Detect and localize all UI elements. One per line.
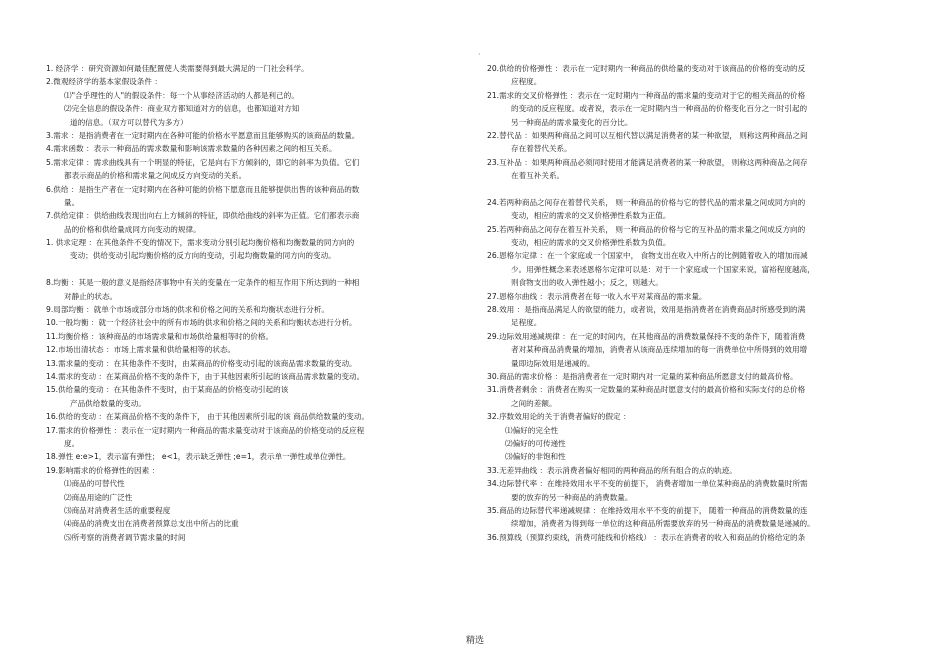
text-line: ⑵商品用途的广泛性: [64, 492, 133, 502]
text-line: 在着互补关系。: [511, 171, 565, 181]
text-line: 20.供给的价格弹性 ：表示在一定时期内一种商品的供给量的变动对于该商品的价格的变动的反: [487, 64, 806, 73]
text-line: 足程度。: [511, 318, 542, 328]
text-line: 22.替代品 ：如果两种商品之间可以互相代替以满足消费者的某一种欲望， 则称这两种商品之间: [487, 130, 808, 140]
text-line: 变动；供给变动引起均衡价格的反方向的变动，引起均衡数量的同方向的变动。: [70, 251, 336, 261]
text-line: 6.供给 ：是指生产者在一定时期内在各种可能的价格下愿意而且能够提供出售的该种商品的数: [46, 184, 360, 194]
text-line: 11.均衡价格 ：该种商品的市场需求量和市场供给量相等时的价格。: [46, 331, 274, 341]
text-line: 23.互补品 ：如果两种商品必须同时使用才能满足消费者的某一种欲望， 则称这两种商品之间存: [487, 157, 808, 167]
text-line: 9.局部均衡 ：就单个市场或部分市场的供求和价格之间的关系和均衡状态进行分析。: [46, 305, 330, 315]
text-line: 19.影响需求的价格弹性的因素 ：: [46, 465, 160, 475]
text-line: 应程度。: [511, 77, 542, 87]
text-line: 存在着替代关系。: [511, 144, 572, 154]
text-line: 16.供给的变动 ：在某商品价格不变的条件下， 由于其他因素所引起的该 商品供给数量的变动。: [46, 412, 370, 422]
text-line: 4.需求函数 ：表示一种商品的需求数量和影响该需求数量的各种因素之间的相互关系。: [46, 144, 337, 154]
text-line: ⑸所考察的消费者调节需求量的时间: [64, 532, 186, 542]
text-line: 要的放弃的另一种商品的消费数量。: [511, 492, 633, 502]
text-line: 14.需求的变动 ：在某商品价格不变的条件下，由于其他因素所引起的该商品需求数量的变动。: [46, 371, 365, 381]
text-line: 13.需求量的变动 ：在其他条件不变时，由某商品的价格变动引起的该商品需求数量的变动。: [46, 358, 357, 368]
text-line: 18.弹性 e:e>1，表示富有弹性； e<1，表示缺乏弹性 ;e=1，表示单一弹性或单位弹性。: [46, 452, 351, 462]
text-line: 者对某种商品消费量的增加，消费者从该商品连续增加的每一消费单位中所得到的效用增: [511, 345, 808, 355]
text-line: 另一种商品的需求量变化的百分比。: [511, 117, 633, 127]
text-line: 26.恩格尔定律 ：在一个家庭或一个国家中， 食物支出在收入中所占的比例随着收入的增加而减: [487, 251, 808, 261]
text-line: 35.商品的边际替代率递减规律 ：在维持效用水平不变的前提下， 随着一种商品的消费数量的连: [487, 505, 808, 515]
text-line: 32.序数效用论的关于消费者偏好的假定 ：: [487, 412, 631, 422]
right-column: [487, 62, 905, 544]
text-line: 17.需求的价格弹性 ：表示在一定时期内一种商品的需求量变动对于该商品的价格变动的反应程: [46, 425, 365, 435]
text-line: 27.恩格尔曲线 ：表示消费者在每一收入水平对某商品的需求量。: [487, 291, 707, 301]
text-line: 产品供给数量的变动。: [70, 398, 146, 408]
text-line: 31.消费者剩余 ：消费者在购买一定数量的某种商品时愿意支付的最高价格和实际支付的总价格: [487, 385, 806, 395]
text-line: 33.无差异曲线 ：表示消费者偏好相同的两种商品的所有组合的点的轨迹。: [487, 465, 737, 475]
text-line: 品的价格和供给量成同方向变动的规律。: [64, 224, 201, 234]
text-line: 量即边际效用是递减的。: [511, 358, 595, 368]
text-line: 续增加，消费者为得到每一单位的这种商品所需要放弃的另一种商品的消费数量是递减的。: [511, 519, 815, 529]
text-line: 则食物支出的收入弹性越小；反之，则越大。: [511, 278, 663, 288]
footer-label: 精选: [465, 636, 484, 646]
text-line: ⑵偏好的可传递性: [505, 438, 566, 448]
text-line: 1. 供求定理 ：在其他条件不变的情况下，需求变动分别引起均衡价格和均衡数量的同方向的: [46, 238, 355, 248]
text-line: ⑶商品对消费者生活的重要程度: [64, 505, 171, 515]
text-line: 34.边际替代率 ：在维持效用水平不变的前提下， 消费者增加一单位某种商品的消费数量时所需: [487, 479, 808, 489]
text-line: 25.若两种商品之间存在着互补关系， 则一种商品的价格与它的互补品的需求量之间成反方向的: [487, 224, 806, 234]
text-line: 5.需求定律 ：需求曲线具有一个明显的特征，它是向右下方倾斜的，即它的斜率为负值。它们: [46, 157, 360, 167]
text-line: ⑴"合乎理性的人"的假设条件：每一个从事经济活动的人都是利己的。: [64, 90, 299, 100]
text-line: 变动，相应的需求的交叉价格弹性系数为负值。: [511, 238, 671, 248]
blank-line: [487, 183, 905, 196]
text-line: 30.商品的需求价格 ：是指消费者在一定时期内对一定量的某种商品所愿意支付的最高价格。: [487, 371, 798, 381]
text-line: 1. 经济学 ：研究资源如何最佳配置使人类需要得到最大满足的一门社会科学。: [46, 64, 309, 73]
text-line: 10.一般均衡 ：就一个经济社会中的所有市场的供求和价格之间的关系和均衡状态进行分析。: [46, 318, 357, 328]
text-line: ⑴商品的可替代性: [64, 479, 125, 489]
text-line: 29.边际效用递减规律 ：在一定的时间内，在其他商品的消费数量保持不变的条件下，随着消费: [487, 331, 806, 341]
page-mark: ·: [478, 50, 481, 59]
text-line: ⑶偏好的非饱和性: [505, 452, 566, 462]
text-line: 道的信息。（双方可以替代为多方）: [70, 117, 188, 127]
text-line: 2.微观经济学的基本家假设条件 ：: [46, 77, 162, 87]
text-line: 28.效用 ：是指商品满足人的欲望的能力，或者说，效用是指消费者在消费商品时所感受到的满: [487, 305, 806, 315]
text-line: 24.若两种商品之间存在着替代关系， 则一种商品的价格与它的替代品的需求量之间成同方向的: [487, 197, 806, 207]
text-line: ⑴偏好的完全性: [505, 425, 559, 435]
text-line: 36.预算线（预算约束线，消费可能线和价格线） ：表示在消费者的收入和商品的价格给定的条: [487, 532, 806, 542]
text-line: 之间的差额。: [511, 398, 557, 408]
text-line: 都表示商品的价格和需求量之间成反方向变动的关系。: [64, 171, 247, 181]
text-line: 量。: [64, 197, 80, 207]
text-line: ⑷商品的消费支出在消费者预算总支出中所占的比重: [64, 519, 239, 529]
text-line: 3.需求 ：是指消费者在一定时期内在各种可能的价格水平愿意而且能够购买的该商品的数量。: [46, 130, 360, 140]
text-line: 8.均衡 ：其是一般的意义是指经济事物中有关的变量在一定条件的相互作用下所达到的一种相: [46, 278, 360, 288]
text-line: 对静止的状态。: [64, 291, 118, 301]
text-line: 7.供给定律 ：供给曲线表现出向右上方倾斜的特征，即供给曲线的斜率为正值。它们都表示商: [46, 211, 360, 221]
text-line: 21.需求的交叉价格弹性 ：表示在一定时期内一种商品的需求量的变动对于它的相关商品的价格: [487, 90, 806, 100]
text-line: ⑵完全信息的假设条件：商业双方都知道对方的信息，也都知道对方知: [64, 104, 300, 114]
text-line: 15.供给量的变动 ：在其他条件不变时，由于某商品的价格变动引起的该: [46, 385, 289, 395]
text-line: 少。用弹性概念来表述恩格尔定律可以是：对于一个家庭或一个国家来说，富裕程度越高，: [511, 264, 815, 274]
left-column: [46, 62, 451, 544]
blank-line: [46, 263, 451, 276]
text-line: 度。: [64, 438, 80, 448]
text-line: 12.市场出清状态 ：市场上需求量和供给量相等的状态。: [46, 345, 236, 355]
text-line: 变动，相应的需求的交叉价格弹性系数为正值。: [511, 211, 671, 221]
text-line: 的变动的反应程度。或者说，表示在一定时期内当一种商品的价格变化百分之一时引起的: [511, 104, 808, 114]
